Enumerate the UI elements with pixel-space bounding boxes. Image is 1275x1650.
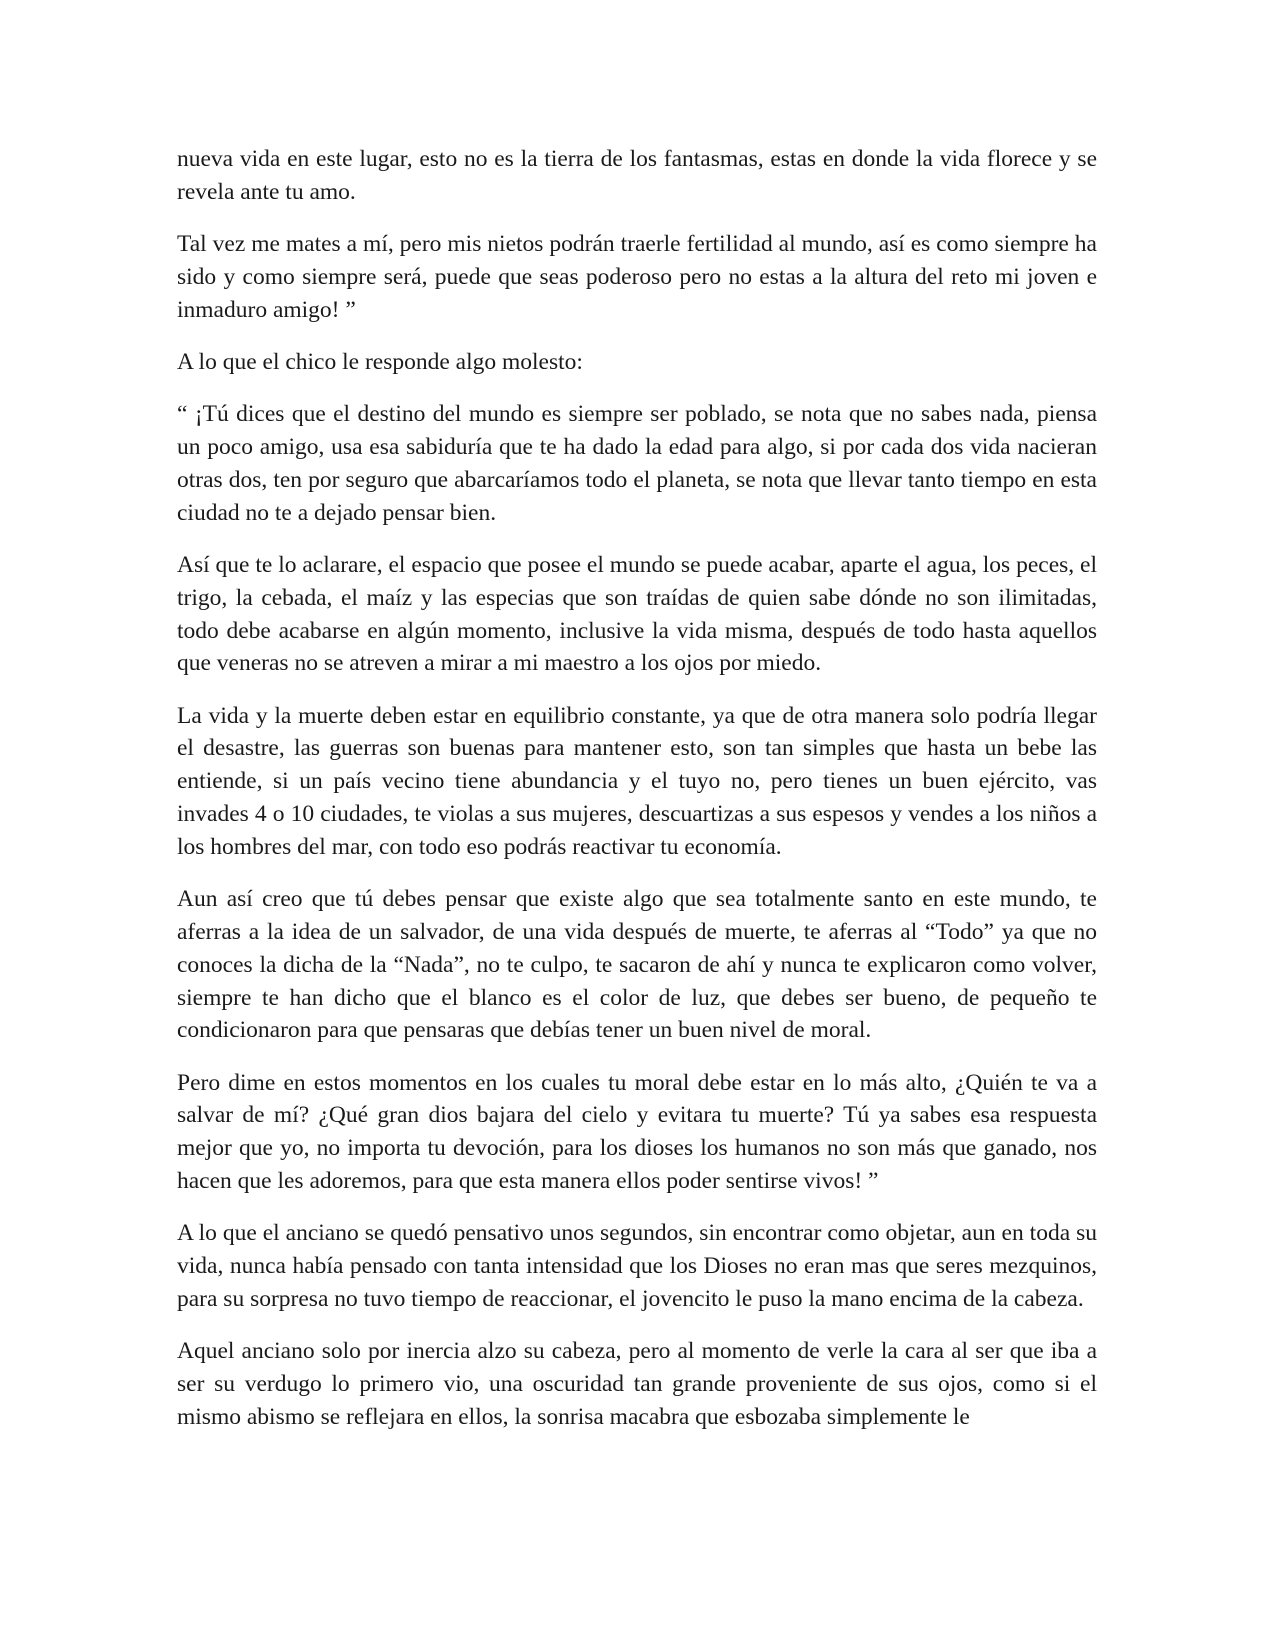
paragraph-7: Aun así creo que tú debes pensar que existe algo que sea totalmente santo en este mundo, te aferras a la idea de un salvador, de una vida después de muerte, te aferras al “Todo” ya que no conoces la dicha de la “Nada”, no te culpo, te sacaron de ahí y nunca te explicaron como volver, siempre te han dicho que el blanco es el color de luz, que debes ser bueno, de pequeño te condicionaron para que pensaras que debías tener un buen nivel de moral. xyxy=(177,886,1097,1044)
paragraph-8: Pero dime en estos momentos en los cuales tu moral debe estar en lo más alto, ¿Quién te va a salvar de mí? ¿Qué gran dios bajara del cielo y evitara tu muerte? Tú ya sabes esa respuesta mejor que yo, no importa tu devoción, para los dioses los humanos no son más que ganado, nos hacen que les adoremos, para que esta manera ellos poder sentirse vivos! ” xyxy=(177,1069,1097,1195)
paragraph-9: A lo que el anciano se quedó pensativo unos segundos, sin encontrar como objetar, aun en toda su vida, nunca había pensado con tanta intensidad que los Dioses no eran mas que seres mezquinos, para su sorpresa no tuvo tiempo de reaccionar, el jovencito le puso la mano encima de la cabeza. xyxy=(177,1220,1097,1312)
paragraph-2: Tal vez me mates a mí, pero mis nietos podrán traerle fertilidad al mundo, así es como siempre ha sido y como siempre será, puede que seas poderoso pero no estas a la altura del reto mi joven e inmaduro amigo! ” xyxy=(177,231,1097,323)
paragraph-1: nueva vida en este lugar, esto no es la tierra de los fantasmas, estas en donde la vida florece y se revela ante tu amo. xyxy=(177,146,1097,205)
paragraph-10: Aquel anciano solo por inercia alzo su cabeza, pero al momento de verle la cara al ser que iba a ser su verdugo lo primero vio, una oscuridad tan grande proveniente de sus ojos, como si el mismo abismo se reflejara en ellos, la sonrisa macabra que esbozaba simplemente le xyxy=(177,1338,1097,1430)
paragraph-3: A lo que el chico le responde algo molesto: xyxy=(177,348,583,375)
document-body xyxy=(177,143,1097,1434)
paragraph-4: “ ¡Tú dices que el destino del mundo es siempre ser poblado, se nota que no sabes nada, piensa un poco amigo, usa esa sabiduría que te ha dado la edad para algo, si por cada dos vida nacieran otras dos, ten por seguro que abarcaríamos todo el planeta, se nota que llevar tanto tiempo en esta ciudad no te a dejado pensar bien. xyxy=(177,401,1097,526)
paragraph-6: La vida y la muerte deben estar en equilibrio constante, ya que de otra manera solo podría llegar el desastre, las guerras son buenas para mantener esto, son tan simples que hasta un bebe las entiende, si un país vecino tiene abundancia y el tuyo no, pero tienes un buen ejército, vas invades 4 o 10 ciudades, te violas a sus mujeres, descuartizas a sus espesos y vendes a los niños a los hombres del mar, con todo eso podrás reactivar tu economía. xyxy=(177,702,1097,860)
paragraph-5: Así que te lo aclarare, el espacio que posee el mundo se puede acabar, aparte el agua, los peces, el trigo, la cebada, el maíz y las especias que son traídas de quien sabe dónde no son ilimitadas, todo debe acabarse en algún momento, inclusive la vida misma, después de todo hasta aquellos que veneras no se atreven a mirar a mi maestro a los ojos por miedo. xyxy=(177,551,1097,677)
